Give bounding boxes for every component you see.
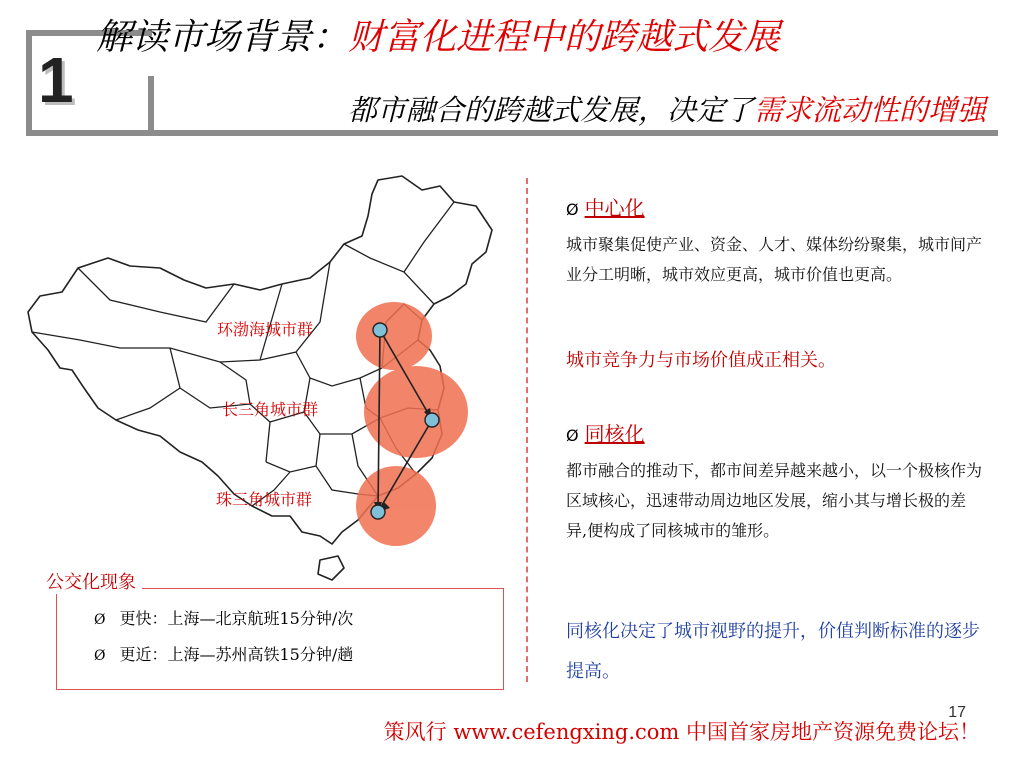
title-prefix: 解读市场背景： xyxy=(96,17,349,58)
section-heading-cocore xyxy=(566,418,645,447)
section-paragraph: 城市聚集促使产业、资金、人才、媒体纷纷聚集，城市间产业分工明晰，城市效应更高，城市价值也更高。 xyxy=(566,235,983,284)
section-emphasis: 同核化决定了城市视野的提升，价值判断标准的逐步提高。 xyxy=(566,621,980,682)
section-emphasis: 城市竞争力与市场价值成正相关。 xyxy=(566,350,836,371)
bullet-arrow-icon: Ø xyxy=(566,200,579,219)
cluster-circle-pearl xyxy=(356,466,436,546)
city-node-shanghai xyxy=(425,413,439,427)
section-heading-centralization xyxy=(566,192,645,221)
section-heading-text: 同核化 xyxy=(584,422,645,446)
page-subtitle xyxy=(348,90,986,130)
china-map xyxy=(20,172,520,592)
bus-item-text: 更快：上海—北京航班15分钟/次 xyxy=(119,609,354,628)
bus-item xyxy=(94,640,353,671)
city-node-beijing xyxy=(373,323,387,337)
bus-item-text: 更近：上海—苏州高铁15分钟/趟 xyxy=(119,645,354,664)
map-hainan xyxy=(318,556,344,580)
header-frame-bottom xyxy=(26,130,998,136)
section-heading-text: 中心化 xyxy=(584,196,645,220)
subtitle-accent: 需求流动性的增强 xyxy=(753,93,986,127)
section-number: 1 xyxy=(38,44,74,116)
footer-banner: 策风行 www.cefengxing.com 中国首家房地产资源免费论坛！ xyxy=(383,720,980,744)
title-accent: 财富化进程中的跨越式发展 xyxy=(348,17,781,58)
bus-phenomenon-title: 公交化现象 xyxy=(40,568,142,594)
arrow-bullet-icon: Ø xyxy=(94,612,106,628)
page-title xyxy=(96,14,780,62)
subtitle-prefix: 都市融合的跨越式发展，决定了 xyxy=(347,93,754,127)
section-paragraph: 都市融合的推动下，都市间差异越来越小，以一个极核作为区域核心，迅速带动周边地区发展，缩小其与增长极的差异,便构成了同核城市的雏形。 xyxy=(566,461,983,540)
header-frame-left xyxy=(26,30,32,136)
column-divider xyxy=(526,178,528,682)
page-number: 17 xyxy=(948,704,966,721)
cluster-circle-bohai xyxy=(356,302,432,370)
arrow-bullet-icon: Ø xyxy=(94,648,106,664)
cluster-label-bohai: 环渤海城市群 xyxy=(217,320,314,339)
cluster-label-yangtze: 长三角城市群 xyxy=(222,400,319,419)
city-node-guangzhou xyxy=(371,505,385,519)
bullet-arrow-icon: Ø xyxy=(566,426,579,445)
header-frame-divider xyxy=(148,76,154,136)
bus-item xyxy=(94,604,353,635)
cluster-label-pearl: 珠三角城市群 xyxy=(216,490,313,509)
